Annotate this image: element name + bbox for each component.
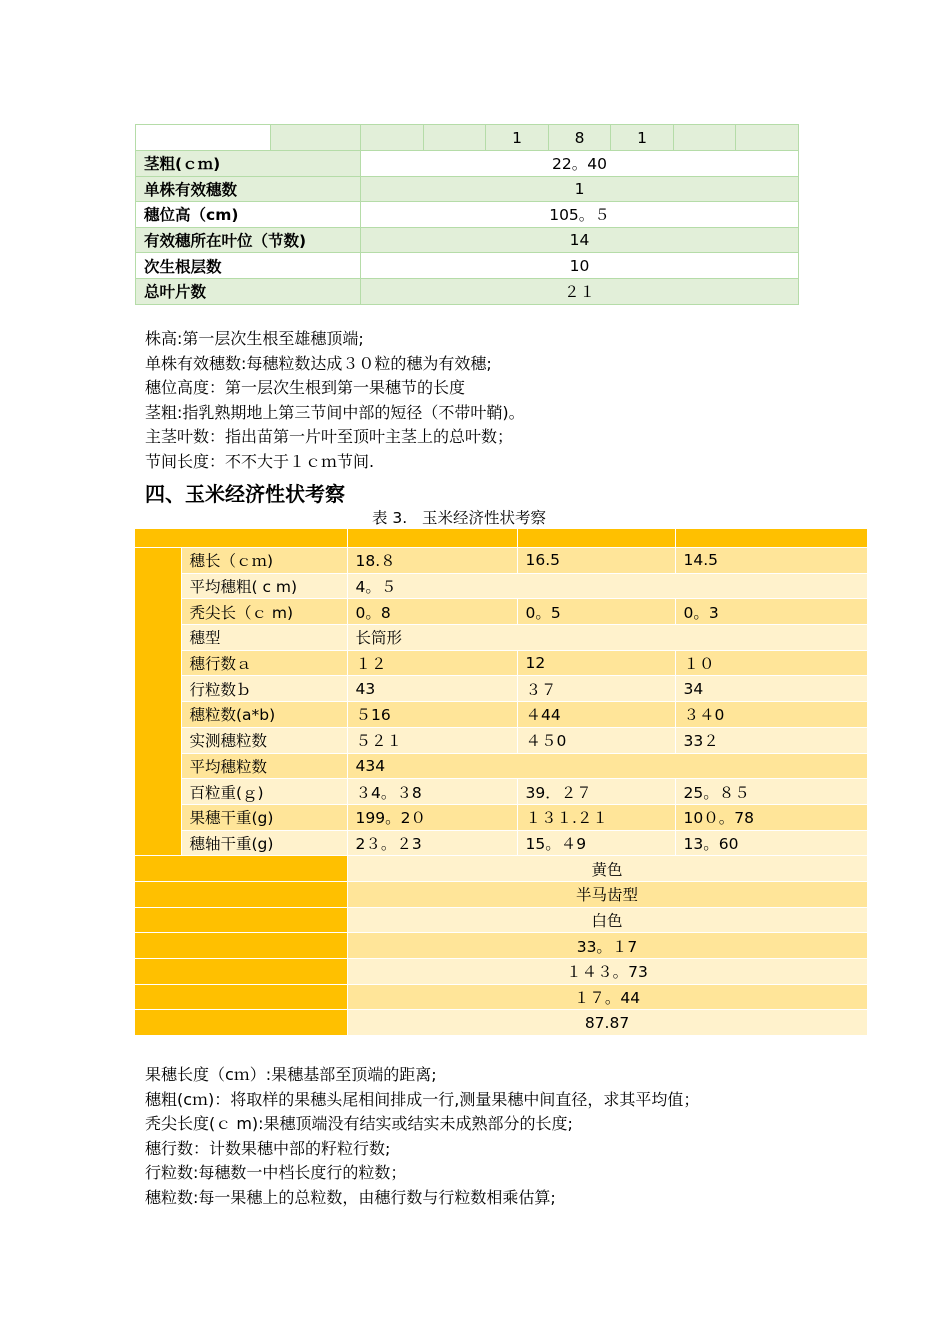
definition-line: 穗行数：计数果穗中部的籽粒行数;	[145, 1138, 391, 1158]
row-label: 行粒数ｂ	[181, 676, 347, 702]
summary-value: １７。44	[347, 984, 867, 1010]
table-row	[136, 202, 799, 228]
row-label: 果穗干重(g)	[181, 804, 347, 830]
definitions-list	[145, 327, 525, 475]
row-label: 茎粗(ｃｍ)	[136, 151, 361, 177]
row-value: 33２	[675, 727, 867, 753]
row-value: 12	[517, 650, 675, 676]
table-row	[135, 907, 867, 933]
row-label: 实测穗粒数	[181, 727, 347, 753]
row-value: 39．２７	[517, 779, 675, 805]
row-value: 15。４9	[517, 830, 675, 856]
table-cell	[736, 125, 799, 151]
table-cell	[271, 125, 361, 151]
row-value: 10	[361, 253, 799, 279]
row-value: 16.5	[517, 548, 675, 574]
row-value: １０	[675, 650, 867, 676]
table-cell: 8	[549, 125, 611, 151]
table-row	[135, 1010, 867, 1036]
summary-value: 白色	[347, 907, 867, 933]
row-value: 43	[347, 676, 517, 702]
side-cell	[135, 933, 347, 959]
row-value: 1	[361, 176, 799, 202]
row-value: 14	[361, 227, 799, 253]
row-value: ３４0	[675, 702, 867, 728]
plant-traits-table	[135, 124, 799, 305]
table-row	[136, 278, 799, 304]
definition-line: 果穗长度（cｍ）:果穗基部至顶端的距离;	[145, 1065, 437, 1084]
table-row	[135, 959, 867, 985]
table-row	[135, 727, 867, 753]
definition-line: 单株有效穗数:每穗粒数达成３０粒的穗为有效穗;	[145, 353, 492, 373]
table-row	[136, 227, 799, 253]
summary-value: １４３。73	[347, 959, 867, 985]
row-label: 穗位高（cm)	[136, 202, 361, 228]
side-cell	[135, 881, 347, 907]
row-label: 穗型	[181, 625, 347, 651]
row-value: １３１.２１	[517, 804, 675, 830]
table-row	[135, 753, 867, 779]
definition-line: 节间长度：不不大于１ｃｍ节间.	[145, 451, 375, 471]
table-row	[136, 125, 799, 151]
section-heading: 四、玉米经济性状考察	[145, 482, 345, 506]
table-cell: 1	[611, 125, 674, 151]
row-value: 13。60	[675, 830, 867, 856]
table-row	[135, 676, 867, 702]
table-row	[136, 176, 799, 202]
definition-line: 主茎叶数：指出苗第一片叶至顶叶主茎上的总叶数；	[145, 427, 514, 447]
side-cell	[135, 907, 347, 933]
table-cell	[674, 125, 736, 151]
row-value: 18.８	[347, 548, 517, 574]
row-value: 434	[347, 753, 867, 779]
row-label: 秃尖长（ｃ m)	[181, 599, 347, 625]
row-label: 百粒重(ｇ)	[181, 779, 347, 805]
row-value: 0。8	[347, 599, 517, 625]
table-cell	[517, 529, 675, 548]
row-value: 14.5	[675, 548, 867, 574]
definition-line: 行粒数:每穗数一中档长度行的粒数；	[145, 1163, 407, 1183]
row-label: 总叶片数	[136, 278, 361, 304]
table-cell	[361, 125, 424, 151]
table-row	[135, 599, 867, 625]
definition-line: 穗位高度：第一层次生根到第一果穗节的长度	[145, 378, 466, 398]
table-cell: 1	[486, 125, 549, 151]
side-cell	[135, 856, 347, 882]
row-label: 平均穗粗( c m)	[181, 573, 347, 599]
table-row	[136, 253, 799, 279]
row-value: ４44	[517, 702, 675, 728]
table-row	[136, 151, 799, 177]
row-value: 22。40	[361, 151, 799, 177]
row-value: 199。2０	[347, 804, 517, 830]
definition-line: 株高:第一层次生根至雄穗顶端;	[145, 329, 364, 348]
side-cell	[135, 548, 181, 856]
row-value: 0。5	[517, 599, 675, 625]
table-cell	[424, 125, 486, 151]
side-cell	[135, 1010, 347, 1036]
summary-value: 87.87	[347, 1010, 867, 1036]
table-cell	[135, 529, 347, 548]
table-cell	[675, 529, 867, 548]
definition-line: 穗粗(cｍ)：将取样的果穗头尾相间排成一行,测量果穗中间直径，求其平均值；	[145, 1089, 700, 1109]
row-value: 0。3	[675, 599, 867, 625]
side-cell	[135, 984, 347, 1010]
table-row	[135, 856, 867, 882]
table-header-row	[135, 529, 867, 548]
table-row	[135, 830, 867, 856]
table-row	[135, 702, 867, 728]
table-row	[135, 804, 867, 830]
row-value: 105。５	[361, 202, 799, 228]
row-label: 单株有效穗数	[136, 176, 361, 202]
row-value: 2３。２3	[347, 830, 517, 856]
economic-traits-table	[135, 529, 868, 1036]
row-value: ２１	[361, 278, 799, 304]
table-row	[135, 548, 867, 574]
table-caption: 表 3. 玉米经济性状考察	[372, 509, 546, 527]
row-label: 有效穗所在叶位（节数)	[136, 227, 361, 253]
row-value: ５16	[347, 702, 517, 728]
side-cell	[135, 959, 347, 985]
summary-value: 33。１7	[347, 933, 867, 959]
table-row	[135, 984, 867, 1010]
row-value: 10０。78	[675, 804, 867, 830]
row-value: 25。８５	[675, 779, 867, 805]
row-label: 穗长（ｃｍ)	[181, 548, 347, 574]
row-label: 平均穗粒数	[181, 753, 347, 779]
row-value: ５２１	[347, 727, 517, 753]
row-label: 次生根层数	[136, 253, 361, 279]
table-cell	[136, 125, 271, 151]
table-row	[135, 779, 867, 805]
definition-line: 茎粗:指乳熟期地上第三节间中部的短径（不带叶鞘)。	[145, 402, 525, 422]
row-label: 穗粒数(a*b)	[181, 702, 347, 728]
table-row	[135, 650, 867, 676]
table-row	[135, 625, 867, 651]
table-row	[135, 573, 867, 599]
table-row	[135, 933, 867, 959]
table-row	[135, 881, 867, 907]
row-value: 34	[675, 676, 867, 702]
row-value: １２	[347, 650, 517, 676]
row-value: ３７	[517, 676, 675, 702]
definition-line: 穗粒数:每一果穗上的总粒数，由穗行数与行粒数相乘估算;	[145, 1187, 556, 1207]
summary-value: 半马齿型	[347, 881, 867, 907]
row-value: 4。５	[347, 573, 867, 599]
row-value: ３4。３8	[347, 779, 517, 805]
table-cell	[347, 529, 517, 548]
definitions-list	[145, 1063, 699, 1211]
row-label: 穗轴干重(g)	[181, 830, 347, 856]
definition-line: 秃尖长度(ｃ m):果穗顶端没有结实或结实未成熟部分的长度;	[145, 1114, 573, 1134]
summary-value: 黄色	[347, 856, 867, 882]
row-value: 长筒形	[347, 625, 867, 651]
row-value: ４５0	[517, 727, 675, 753]
row-label: 穗行数ａ	[181, 650, 347, 676]
